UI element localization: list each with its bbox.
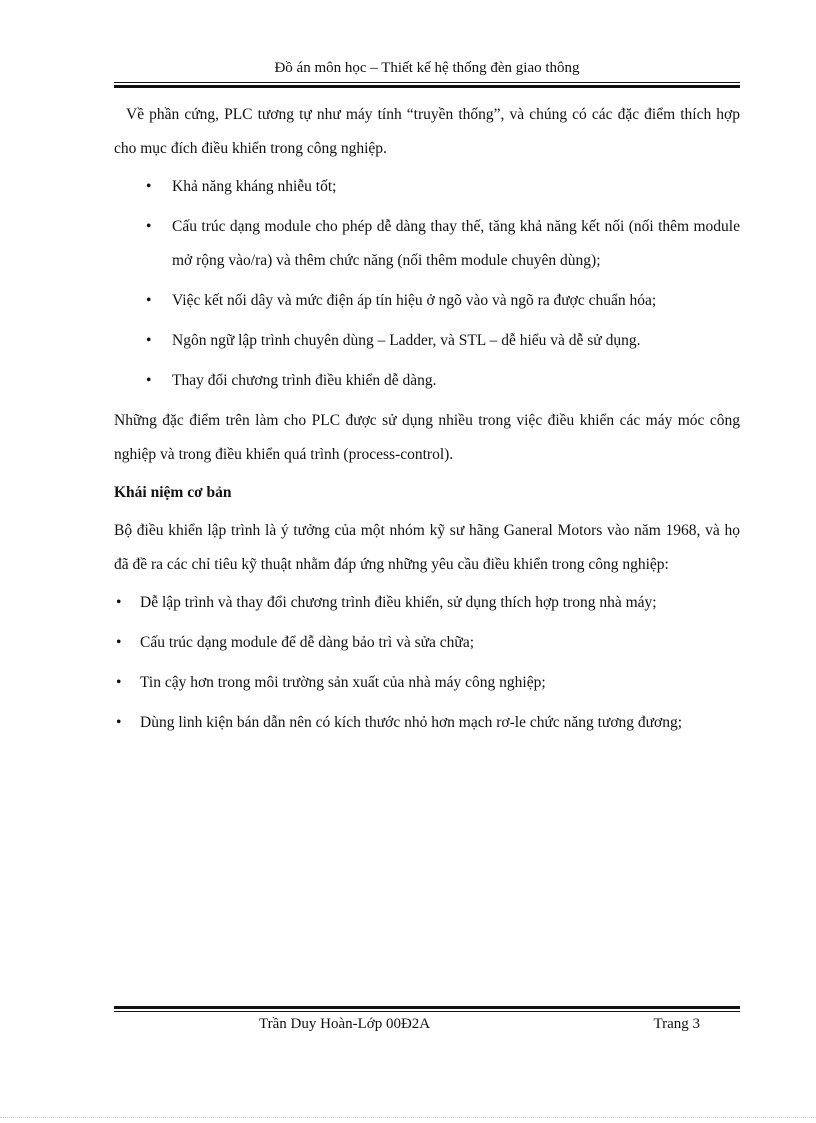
footer-author: Trần Duy Hoàn-Lớp 00Đ2A: [259, 1016, 431, 1032]
page-number: Trang 3: [653, 1016, 700, 1032]
summary-paragraph: Những đặc điểm trên làm cho PLC được sử dụng nhiều trong việc điều khiển các máy móc công nghiệp và trong điều khiển quá trình (process-control).: [114, 412, 740, 463]
requirement-item: • Cấu trúc dạng module để dễ dàng bảo trì và sửa chữa;: [114, 626, 740, 660]
feature-list: [114, 170, 740, 398]
document-body: [114, 98, 740, 746]
feature-item: • Thay đổi chương trình điều khiển dễ dàng.: [114, 364, 740, 398]
requirement-item: • Dễ lập trình và thay đổi chương trình điều khiển, sử dụng thích hợp trong nhà máy;: [114, 586, 740, 620]
page-header-title: Đồ án môn học – Thiết kế hệ thống đèn giao thông: [274, 60, 580, 76]
footer-divider: [114, 1006, 740, 1012]
requirement-item: • Tin cậy hơn trong môi trường sản xuất của nhà máy công nghiệp;: [114, 666, 740, 700]
feature-item: • Khả năng kháng nhiễu tốt;: [114, 170, 740, 204]
feature-item: • Ngôn ngữ lập trình chuyên dùng – Ladder, và STL – dễ hiểu và dễ sử dụng.: [114, 324, 740, 358]
requirement-list: [114, 586, 740, 740]
section-heading: Khái niệm cơ bản: [114, 484, 232, 501]
header-divider: [114, 82, 740, 88]
page-edge-divider: [0, 1117, 816, 1118]
intro-paragraph: Về phần cứng, PLC tương tự như máy tính “truyền thống”, và chúng có các đặc điểm thích hợp cho mục đích điều khiển trong công nghiệp.: [114, 106, 740, 157]
feature-item: • Việc kết nối dây và mức điện áp tín hiệu ở ngõ vào và ngõ ra được chuẩn hóa;: [114, 284, 740, 318]
requirement-item: • Dùng linh kiện bán dẫn nên có kích thước nhỏ hơn mạch rơ-le chức năng tương đương;: [114, 706, 740, 740]
feature-item: • Cấu trúc dạng module cho phép dễ dàng thay thế, tăng khả năng kết nối (nối thêm module mở rộng vào/ra) và thêm chức năng (nối thêm module chuyên dùng);: [114, 210, 740, 278]
concept-paragraph: Bộ điều khiển lập trình là ý tưởng của một nhóm kỹ sư hãng Ganeral Motors vào năm 1968, và họ đã đề ra các chỉ tiêu kỹ thuật nhằm đáp ứng những yêu cầu điều khiển trong công nghiệp:: [114, 522, 740, 573]
